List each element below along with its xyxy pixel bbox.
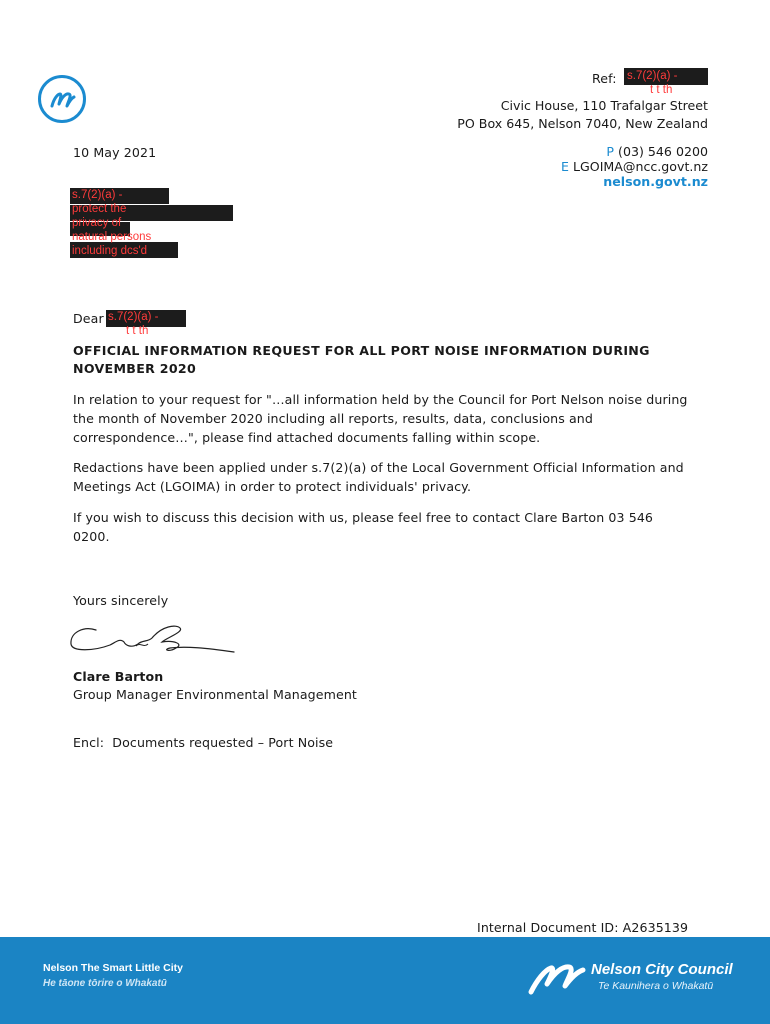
email-line: E LGOIMA@ncc.govt.nz xyxy=(561,159,708,174)
ref-label: Ref: xyxy=(592,71,617,86)
salutation: Dear xyxy=(73,311,104,326)
logo-mark-icon xyxy=(41,78,83,120)
letter-heading: OFFICIAL INFORMATION REQUEST FOR ALL PORT NOISE INFORMATION DURING NOVEMBER 2020 xyxy=(73,343,650,376)
signature-image xyxy=(66,618,241,663)
signatory-title: Group Manager Environmental Management xyxy=(73,687,357,702)
footer-council-name: Nelson City Council xyxy=(591,961,733,978)
footer-council-maori: Te Kaunihera o Whakatū xyxy=(598,980,714,992)
website-link[interactable]: nelson.govt.nz xyxy=(603,174,708,189)
document-id: Internal Document ID: A2635139 xyxy=(477,920,689,935)
paragraph-redactions: Redactions have been applied under s.7(2)(a) of the Local Government Official Information and Meetings Act (LGOIMA) in order to protect individuals' privacy. xyxy=(73,460,684,494)
letter-date: 10 May 2021 xyxy=(73,145,157,160)
closing: Yours sincerely xyxy=(73,593,169,608)
footer-tagline: Nelson The Smart Little City xyxy=(43,962,184,974)
paragraph-contact: If you wish to discuss this decision with us, please feel free to contact Clare Barton 03 546 0200. xyxy=(73,510,654,544)
enclosure: Encl: Documents requested – Port Noise xyxy=(73,735,334,750)
signatory-name: Clare Barton xyxy=(73,669,164,684)
address-line-2: PO Box 645, Nelson 7040, New Zealand xyxy=(457,116,708,131)
phone-line: P (03) 546 0200 xyxy=(606,144,708,159)
footer-tagline-maori: He tāone tōrire o Whakatū xyxy=(43,978,167,989)
council-logo xyxy=(38,75,86,123)
address-line-1: Civic House, 110 Trafalgar Street xyxy=(500,98,708,113)
paragraph-request: In relation to your request for "…all information held by the Council for Port Nelson noise during the month of November 2020 including all reports, results, data, conclusions and correspondence…", please find attached documents falling within scope. xyxy=(73,392,688,445)
footer-logo-icon xyxy=(527,958,587,998)
